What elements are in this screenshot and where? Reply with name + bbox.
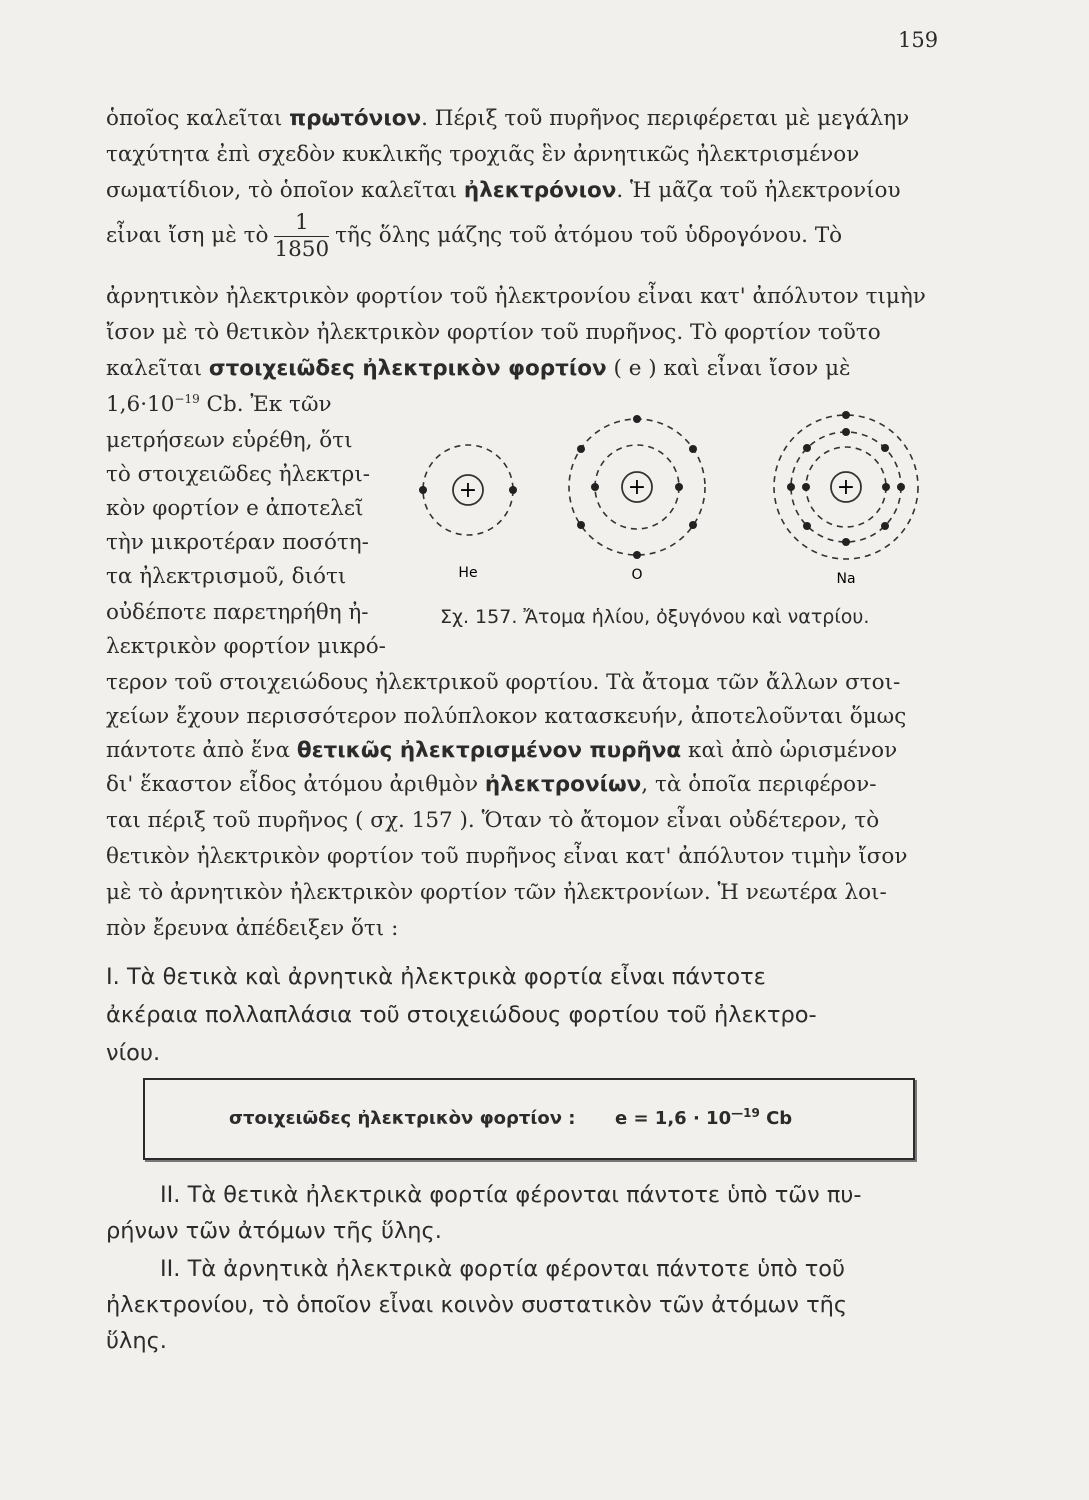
term-electron: ἠλεκτρόνιον bbox=[463, 178, 617, 203]
wrapped-line: τὸ στοιχειῶδες ἠλεκτρι- bbox=[106, 462, 371, 487]
text-line-fraction: εἶναι ἴση μὲ τὸ $\frac{1}{1850}$ τῆς ὅλης μάζης τοῦ ἀτόμου τοῦ ὑδρογόνου. Τὸ bbox=[106, 210, 843, 262]
wrapped-line: τὴν μικροτέραν ποσότη- bbox=[106, 530, 369, 555]
oxygen-atom bbox=[569, 415, 705, 559]
text-line: πάντοτε ἀπὸ ἕνα θετικῶς ἠλεκτρισμένον πυρῆνα καὶ ἀπὸ ὡρισμένον bbox=[106, 738, 898, 763]
svg-text:+: + bbox=[627, 475, 647, 500]
text-line: ἴσον μὲ τὸ θετικὸν ἠλεκτρικὸν φορτίον τοῦ πυρῆνος. Τὸ φορτίον τοῦτο bbox=[106, 320, 881, 345]
text-line: σωματίδιον, τὸ ὁποῖον καλεῖται ἠλεκτρόνιον. Ἡ μᾶζα τοῦ ἠλεκτρονίου bbox=[106, 178, 901, 203]
label-he: He bbox=[458, 565, 478, 581]
svg-text:+: + bbox=[836, 475, 856, 500]
label-o: O bbox=[631, 567, 643, 583]
atom-diagram bbox=[400, 405, 940, 600]
term-positive-nucleus: θετικῶς ἠλεκτρισμένον πυρῆνα bbox=[296, 738, 682, 763]
text-line: δι' ἕκαστον εἶδος ἀτόμου ἀριθμὸν ἠλεκτρονίων, τὰ ὁποῖα περιφέρον- bbox=[106, 772, 877, 797]
label-na: Na bbox=[836, 571, 856, 587]
term-proton: πρωτόνιον bbox=[289, 106, 422, 131]
text-line: ταχύτητα ἐπὶ σχεδὸν κυκλικῆς τροχιᾶς ἓν ἀρνητικῶς ἠλεκτρισμένον bbox=[106, 142, 860, 167]
text-line: ὁποῖος καλεῖται πρωτόνιον. Πέριξ τοῦ πυρῆνος περιφέρεται μὲ μεγάλην bbox=[106, 106, 910, 131]
helium-atom bbox=[419, 445, 517, 535]
wrapped-line: μετρήσεων εὑρέθη, ὅτι bbox=[106, 428, 353, 453]
text-line: χείων ἔχουν περισσότερον πολύπλοκον κατασκευήν, ἀποτελοῦνται ὅμως bbox=[106, 704, 907, 729]
wrapped-line: οὐδέποτε παρετηρήθη ἠ- bbox=[106, 600, 369, 625]
text-line: θετικὸν ἠλεκτρικὸν φορτίον τοῦ πυρῆνος εἶναι κατ' ἀπόλυτον τιμὴν ἴσον bbox=[106, 844, 908, 869]
text-line: καλεῖται στοιχειῶδες ἠλεκτρικὸν φορτίον ( e ) καὶ εἶναι ἴσον μὲ bbox=[106, 356, 851, 381]
law-3-line: ἠλεκτρονίου, τὸ ὁποῖον εἶναι κοινὸν συστατικὸν τῶν ἀτόμων τῆς bbox=[106, 1292, 848, 1318]
text-line: μὲ τὸ ἀρνητικὸν ἠλεκτρικὸν φορτίον τῶν ἠλεκτρονίων. Ἡ νεωτέρα λοι- bbox=[106, 880, 887, 905]
text-line: τερον τοῦ στοιχειώδους ἠλεκτρικοῦ φορτίου. Τὰ ἄτομα τῶν ἄλλων στοι- bbox=[106, 670, 901, 695]
fraction: $\frac{1}{1850}$ bbox=[274, 210, 330, 262]
law-3-line: II. Τὰ ἀρνητικὰ ἠλεκτρικὰ φορτία φέρονται πάντοτε ὑπὸ τοῦ bbox=[160, 1256, 846, 1282]
law-3-line: ὕλης. bbox=[106, 1328, 167, 1354]
law-2-line: ρήνων τῶν ἀτόμων τῆς ὕλης. bbox=[106, 1218, 442, 1244]
law-2-line: II. Τὰ θετικὰ ἠλεκτρικὰ φορτία φέρονται πάντοτε ὑπὸ τῶν πυ- bbox=[160, 1182, 862, 1208]
sodium-atom bbox=[774, 411, 918, 559]
page-number: 159 bbox=[898, 28, 939, 52]
formula-value: $e = 1,6 \cdot 10^{—19}$ Cb bbox=[614, 1106, 793, 1129]
svg-text:+: + bbox=[458, 478, 478, 503]
wrapped-line: τα ἠλεκτρισμοῦ, διότι bbox=[106, 564, 347, 589]
formula bbox=[229, 1106, 792, 1129]
text-line: ται πέριξ τοῦ πυρῆνος ( σχ. 157 ). Ὅταν τὸ ἄτομον εἶναι οὐδέτερον, τὸ bbox=[106, 808, 880, 833]
formula-label: στοιχειῶδες ἠλεκτρικὸν φορτίον : bbox=[229, 1108, 576, 1129]
figure-caption: Σχ. 157. Ἄτομα ἡλίου, ὀξυγόνου καὶ νατρίου. bbox=[440, 606, 870, 628]
wrapped-line: κὸν φορτίον e ἀποτελεῖ bbox=[106, 496, 364, 521]
wrapped-line: λεκτρικὸν φορτίον μικρό- bbox=[106, 634, 386, 659]
text-line: $1,6\cdot 10^{-19}$ Cb. Ἐκ τῶν bbox=[106, 392, 332, 418]
law-1-line: νίου. bbox=[106, 1040, 161, 1066]
law-1-line: I. Τὰ θετικὰ καὶ ἀρνητικὰ ἠλεκτρικὰ φορτία εἶναι πάντοτε bbox=[106, 964, 766, 990]
law-1-line: ἀκέραια πολλαπλάσια τοῦ στοιχειώδους φορτίου τοῦ ἠλεκτρο- bbox=[106, 1002, 817, 1028]
text-line: πὸν ἔρευνα ἀπέδειξεν ὅτι : bbox=[106, 916, 399, 941]
term-electrons: ἠλεκτρονίων bbox=[484, 772, 642, 797]
term-elementary-charge: στοιχειῶδες ἠλεκτρικὸν φορτίον bbox=[208, 356, 607, 381]
formula-box bbox=[143, 1078, 915, 1160]
text-line: ἀρνητικὸν ἠλεκτρικὸν φορτίον τοῦ ἠλεκτρονίου εἶναι κατ' ἀπόλυτον τιμὴν bbox=[106, 284, 926, 309]
